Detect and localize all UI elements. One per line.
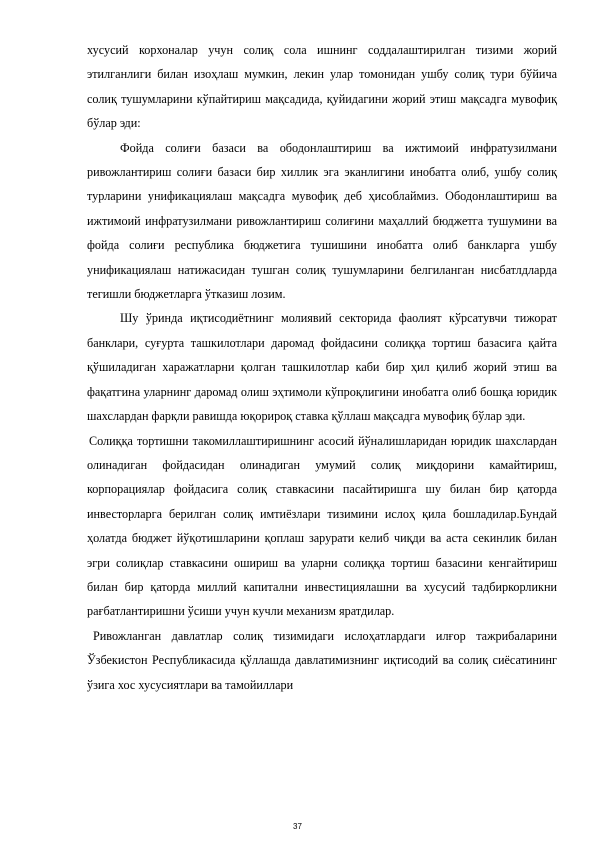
- paragraph-4: Солиққа тортишни такомиллаштиришнинг асосий йўналишларидан юридик шахслардан олинадиган фойдасидан олинадиган умумий солиқ миқдорини камайтириш, корпорациялар фойдасига солиқ ставкасини пасайтиришга шу билан бир қаторда инвесторларга берилган солиқ имтиёзлари тизимини ислоҳ қила бошладилар.Бундай ҳолатда бюджет йўқотишларини қоплаш зарурати келиб чиқди ва аста секинлик билан эгри солиқлар ставкасини ошириш ва уларни солиққа тортиш базасини кенгайтириш билан бир қаторда миллий капитални инвестициялашни ва хусусий тадбиркорликни рағбатлантиришни ўсиши учун кучли механизм яратдилар.: [87, 433, 557, 619]
- page-number: 37: [293, 822, 302, 831]
- paragraph-3: Шу ўринда иқтисодиётнинг молиявий секторида фаолият кўрсатувчи тижорат банклари, суғурта ташкилотлари даромад фойдасини солиққа тортиш базасига қайта қўшиладиган харажатларни қолган ташкилотлар каби бир ҳил қилиб жорий этиш ва фақатгина уларнинг даромад олиш эҳтимоли кўпроқлигини инобатга олиб бошқа юридик шахслардан фарқли равишда юқорироқ ставка қўллаш мақсадга мувофиқ бўлар эди.: [87, 311, 557, 424]
- paragraph-2: Фойда солиғи базаси ва ободонлаштириш ва ижтимоий инфратузилмани ривожлантириш солиғи базаси бир хиллик эга эканлигини инобатга олиб, ушбу солиқ турларини унификациялаш мақсадга мувофиқ деб ҳисоблаймиз. Ободонлаштириш ва ижтимоий инфратузилмани ривожлантириш солиғини маҳаллий бюджетга тушумини ва фойда солиғи республика бюджетига тушишини инобатга олиб банкларга ушбу унификациялаш натижасидан тушган солиқ тушумларини белгиланган нисбатлдларда тегишли бюджетларга ўтказиш лозим.: [87, 140, 557, 302]
- paragraph-5: Ривожланган давлатлар солиқ тизимидаги ислоҳатлардаги илғор тажрибаларини Ўзбекистон Республикасида қўллашда давлатимизнинг иқтисодий ва солиқ сиёсатининг ўзига хос хусусиятлари ва тамойиллари: [87, 628, 557, 692]
- body-text: [87, 38, 557, 697]
- paragraph-1: хусусий корхоналар учун солиқ сола ишнинг соддалаштирилган тизими жорий этилганлиги билан изоҳлаш мумкин, лекин улар томонидан ушбу солиқ тури бўйича солиқ тушумларини кўпайтириш мақсадида, қуйидагини жорий этиш мақсадга мувофиқ бўлар эди:: [87, 43, 557, 131]
